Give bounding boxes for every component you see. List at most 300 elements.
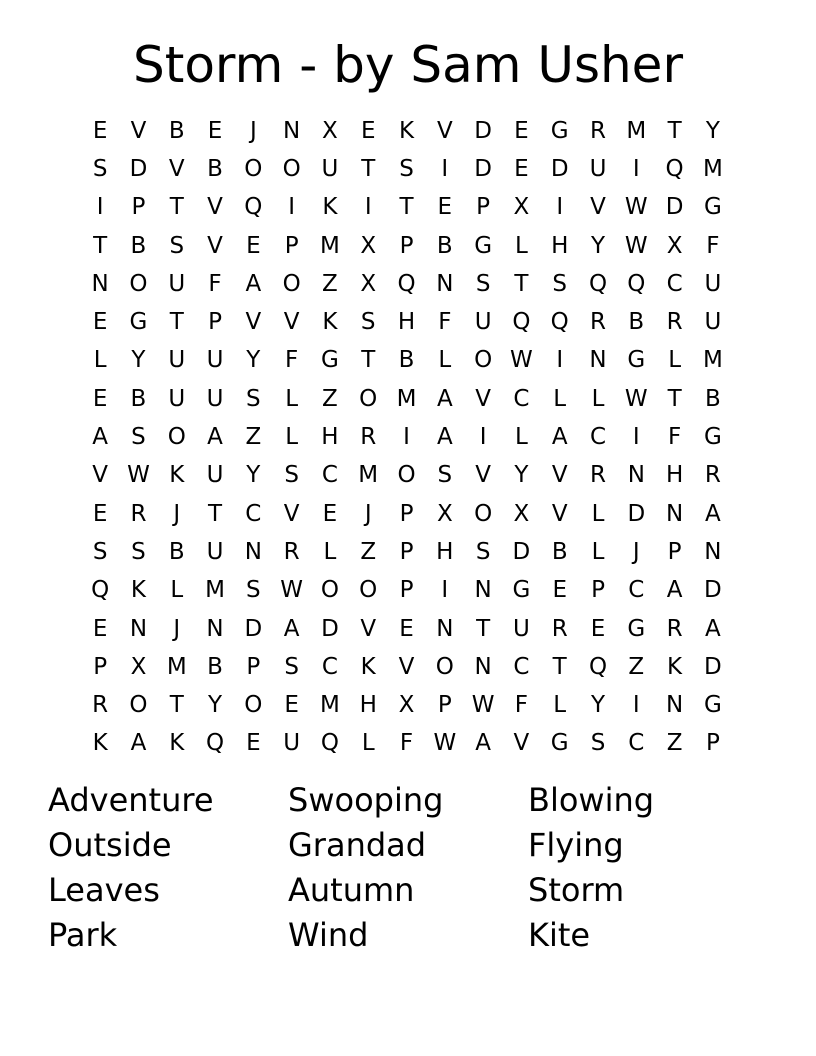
grid-letter: D bbox=[321, 615, 339, 642]
grid-letter: S bbox=[284, 653, 299, 680]
grid-letter: I bbox=[364, 194, 372, 221]
grid-letter: C bbox=[628, 730, 645, 757]
grid-letter: G bbox=[703, 424, 722, 451]
grid-letter: N bbox=[436, 615, 454, 642]
grid-letter: V bbox=[475, 462, 491, 489]
grid-letter: W bbox=[280, 577, 303, 604]
grid-letter: C bbox=[321, 653, 338, 680]
grid-letter: D bbox=[129, 155, 148, 182]
grid-letter: V bbox=[475, 385, 491, 412]
grid-letter: E bbox=[92, 117, 108, 144]
grid-letter: J bbox=[173, 615, 181, 642]
grid-letter: T bbox=[361, 155, 376, 182]
grid-letter: V bbox=[207, 232, 223, 259]
grid-letter: L bbox=[438, 347, 452, 374]
grid-letter: P bbox=[284, 232, 299, 259]
grid-letter: C bbox=[589, 424, 607, 451]
grid-letter: T bbox=[476, 615, 491, 642]
word-list-item: Outside bbox=[48, 826, 172, 864]
word-list-item: Blowing bbox=[528, 781, 655, 819]
grid-letter: O bbox=[474, 500, 493, 527]
grid-letter: M bbox=[626, 117, 647, 144]
grid-letter: F bbox=[514, 692, 529, 719]
grid-letter: X bbox=[513, 194, 530, 221]
grid-letter: E bbox=[246, 232, 261, 259]
grid-letter: E bbox=[92, 615, 108, 642]
grid-letter: Q bbox=[588, 270, 608, 297]
grid-letter: K bbox=[169, 462, 185, 489]
grid-letter: V bbox=[283, 500, 300, 527]
grid-letter: I bbox=[556, 347, 564, 374]
grid-letter: S bbox=[475, 270, 491, 297]
grid-letter: S bbox=[169, 232, 185, 259]
grid-letter: O bbox=[397, 462, 416, 489]
word-list-item: Swooping bbox=[288, 781, 444, 819]
grid-letter: E bbox=[207, 117, 223, 144]
grid-letter: N bbox=[474, 653, 492, 680]
grid-letter: C bbox=[245, 500, 262, 527]
grid-letter: U bbox=[206, 347, 224, 374]
word-list-item: Kite bbox=[528, 916, 591, 954]
grid-letter: R bbox=[92, 692, 109, 719]
grid-letter: O bbox=[129, 692, 148, 719]
grid-letter: C bbox=[666, 270, 683, 297]
grid-letter: U bbox=[704, 270, 722, 297]
grid-letter: K bbox=[360, 653, 376, 680]
grid-letter: Q bbox=[665, 155, 684, 182]
grid-letter: L bbox=[591, 500, 605, 527]
grid-letter: V bbox=[436, 117, 453, 144]
grid-letter: Q bbox=[627, 270, 646, 297]
grid-letter: Z bbox=[666, 730, 683, 757]
grid-letter: Z bbox=[360, 538, 377, 565]
grid-letter: O bbox=[244, 692, 263, 719]
grid-letter: U bbox=[321, 155, 339, 182]
grid-letter: U bbox=[704, 309, 722, 336]
grid-letter: D bbox=[704, 653, 722, 680]
grid-letter: T bbox=[667, 117, 682, 144]
grid-letter: I bbox=[288, 194, 296, 221]
word-list-item: Wind bbox=[288, 916, 369, 954]
grid-letter: U bbox=[206, 538, 224, 565]
grid-letter: S bbox=[92, 155, 108, 182]
grid-letter: L bbox=[591, 538, 605, 565]
grid-letter: E bbox=[92, 500, 108, 527]
grid-letter: P bbox=[399, 538, 414, 565]
grid-letter: R bbox=[551, 615, 568, 642]
grid-letter: E bbox=[399, 615, 414, 642]
grid-letter: N bbox=[704, 538, 722, 565]
grid-letter: X bbox=[666, 232, 683, 259]
grid-letter: A bbox=[92, 424, 109, 451]
grid-letter: L bbox=[93, 347, 107, 374]
word-list-item: Flying bbox=[528, 826, 624, 864]
grid-letter: J bbox=[249, 117, 257, 144]
grid-letter: P bbox=[476, 194, 491, 221]
grid-letter: E bbox=[514, 155, 529, 182]
grid-letter: V bbox=[551, 500, 568, 527]
grid-letter: M bbox=[166, 653, 187, 680]
grid-letter: U bbox=[206, 462, 224, 489]
grid-letter: B bbox=[628, 309, 645, 336]
grid-letter: N bbox=[244, 538, 262, 565]
grid-letter: S bbox=[590, 730, 606, 757]
grid-letter: E bbox=[437, 194, 453, 221]
grid-letter: V bbox=[245, 309, 262, 336]
grid-letter: T bbox=[514, 270, 529, 297]
grid-letter: C bbox=[321, 462, 338, 489]
grid-letter: T bbox=[399, 194, 414, 221]
grid-letter: S bbox=[246, 385, 261, 412]
grid-letter: A bbox=[705, 615, 721, 642]
grid-letter: P bbox=[437, 692, 452, 719]
grid-letter: A bbox=[436, 385, 453, 412]
grid-letter: U bbox=[168, 270, 186, 297]
grid-letter: W bbox=[510, 347, 533, 374]
grid-letter: R bbox=[283, 538, 300, 565]
grid-letter: A bbox=[436, 424, 453, 451]
grid-letter: B bbox=[398, 347, 415, 374]
grid-letter: P bbox=[131, 194, 146, 221]
grid-letter: Y bbox=[590, 232, 606, 259]
grid-letter: Y bbox=[590, 692, 606, 719]
grid-letter: M bbox=[320, 232, 340, 259]
grid-letter: U bbox=[283, 730, 301, 757]
grid-letter: D bbox=[704, 577, 722, 604]
grid-letter: E bbox=[360, 117, 376, 144]
grid-letter: R bbox=[130, 500, 147, 527]
grid-letter: D bbox=[474, 117, 492, 144]
grid-letter: O bbox=[244, 155, 263, 182]
grid-letter: Y bbox=[131, 347, 146, 374]
grid-letter: H bbox=[321, 424, 339, 451]
grid-letter: L bbox=[361, 730, 375, 757]
grid-letter: I bbox=[403, 424, 410, 451]
grid-letter: B bbox=[130, 385, 147, 412]
word-list-item: Autumn bbox=[288, 871, 415, 909]
grid-letter: N bbox=[91, 270, 109, 297]
grid-letter: E bbox=[92, 309, 108, 336]
grid-letter: Y bbox=[514, 462, 529, 489]
grid-letter: V bbox=[168, 155, 185, 182]
grid-letter: M bbox=[205, 577, 225, 604]
grid-letter: V bbox=[92, 462, 109, 489]
grid-letter: O bbox=[359, 577, 378, 604]
grid-letter: I bbox=[632, 424, 640, 451]
grid-letter: P bbox=[399, 577, 414, 604]
grid-letter: A bbox=[130, 730, 147, 757]
grid-letter: B bbox=[168, 538, 185, 565]
grid-letter: O bbox=[320, 577, 339, 604]
grid-letter: X bbox=[322, 117, 338, 144]
grid-letter: S bbox=[360, 309, 376, 336]
grid-letter: C bbox=[513, 385, 530, 412]
grid-letter: P bbox=[246, 653, 261, 680]
grid-letter: J bbox=[364, 500, 372, 527]
grid-letter: T bbox=[552, 653, 567, 680]
grid-letter: O bbox=[359, 385, 378, 412]
word-list bbox=[48, 778, 768, 958]
grid-letter: I bbox=[632, 155, 640, 182]
grid-letter: Q bbox=[320, 730, 339, 757]
grid-letter: M bbox=[320, 692, 340, 719]
grid-letter: R bbox=[360, 424, 377, 451]
grid-letter: L bbox=[515, 424, 528, 451]
grid-letter: D bbox=[474, 155, 492, 182]
grid-letter: N bbox=[627, 462, 645, 489]
grid-letter: G bbox=[129, 309, 148, 336]
grid-letter: Y bbox=[246, 347, 261, 374]
grid-letter: L bbox=[515, 232, 528, 259]
grid-letter: P bbox=[667, 538, 682, 565]
grid-letter: A bbox=[283, 615, 300, 642]
grid-letter: V bbox=[398, 653, 415, 680]
grid-letter: S bbox=[131, 538, 146, 565]
grid-letter: Q bbox=[512, 309, 531, 336]
grid-letter: R bbox=[590, 309, 606, 336]
grid-letter: C bbox=[513, 653, 530, 680]
grid-letter: A bbox=[245, 270, 262, 297]
grid-letter: G bbox=[627, 347, 646, 374]
grid-letter: Q bbox=[91, 577, 110, 604]
grid-letter: G bbox=[703, 194, 722, 221]
page-title: Storm - by Sam Usher bbox=[133, 36, 683, 94]
grid-letter: L bbox=[285, 424, 299, 451]
grid-letter: G bbox=[550, 730, 569, 757]
grid-letter: V bbox=[513, 730, 530, 757]
word-list-item: Storm bbox=[528, 871, 625, 909]
grid-letter: T bbox=[169, 309, 184, 336]
grid-letter: F bbox=[399, 730, 414, 757]
grid-letter: D bbox=[550, 155, 569, 182]
grid-letter: W bbox=[127, 462, 150, 489]
grid-letter: F bbox=[438, 309, 452, 336]
grid-letter: N bbox=[436, 270, 454, 297]
grid-letter: E bbox=[284, 692, 299, 719]
grid-letter: S bbox=[437, 462, 453, 489]
grid-letter: U bbox=[474, 309, 492, 336]
grid-letter: U bbox=[168, 347, 186, 374]
grid-letter: R bbox=[666, 615, 683, 642]
grid-letter: K bbox=[92, 730, 108, 757]
word-list-item: Grandad bbox=[288, 826, 427, 864]
grid-letter: T bbox=[361, 347, 376, 374]
grid-letter: X bbox=[513, 500, 530, 527]
grid-letter: R bbox=[666, 309, 683, 336]
grid-letter: U bbox=[206, 385, 224, 412]
grid-letter: I bbox=[632, 692, 640, 719]
grid-letter: P bbox=[705, 730, 720, 757]
grid-letter: B bbox=[207, 653, 223, 680]
grid-letter: V bbox=[283, 309, 300, 336]
grid-letter: R bbox=[704, 462, 721, 489]
grid-letter: T bbox=[208, 500, 223, 527]
grid-letter: I bbox=[441, 577, 449, 604]
grid-letter: A bbox=[475, 730, 491, 757]
grid-letter: P bbox=[591, 577, 605, 604]
grid-letter: L bbox=[323, 538, 337, 565]
grid-letter: B bbox=[130, 232, 147, 259]
grid-letter: E bbox=[514, 117, 529, 144]
grid-letter: Q bbox=[550, 309, 569, 336]
grid-letter: K bbox=[169, 730, 185, 757]
grid-letter: B bbox=[436, 232, 453, 259]
grid-letter: T bbox=[667, 385, 682, 412]
grid-letter: I bbox=[96, 194, 104, 221]
word-search-grid bbox=[81, 112, 732, 763]
grid-letter: W bbox=[624, 232, 648, 259]
grid-letter: S bbox=[399, 155, 414, 182]
grid-letter: G bbox=[474, 232, 493, 259]
grid-letter: M bbox=[358, 462, 379, 489]
grid-letter: N bbox=[129, 615, 148, 642]
grid-letter: C bbox=[628, 577, 645, 604]
grid-letter: H bbox=[359, 692, 377, 719]
grid-letter: T bbox=[169, 692, 184, 719]
grid-letter: X bbox=[436, 500, 453, 527]
grid-letter: L bbox=[668, 347, 682, 374]
grid-letter: H bbox=[397, 309, 416, 336]
grid-letter: S bbox=[284, 462, 299, 489]
grid-letter: S bbox=[552, 270, 568, 297]
grid-letter: T bbox=[169, 194, 184, 221]
grid-letter: I bbox=[479, 424, 487, 451]
grid-letter: N bbox=[665, 692, 684, 719]
grid-letter: K bbox=[398, 117, 415, 144]
grid-letter: V bbox=[551, 462, 568, 489]
grid-letter: S bbox=[246, 577, 261, 604]
grid-letter: E bbox=[590, 615, 606, 642]
grid-letter: Q bbox=[205, 730, 225, 757]
grid-letter: G bbox=[550, 117, 569, 144]
grid-letter: W bbox=[433, 730, 457, 757]
grid-letter: X bbox=[130, 653, 147, 680]
grid-letter: G bbox=[703, 692, 722, 719]
grid-letter: T bbox=[93, 232, 108, 259]
grid-letter: G bbox=[627, 615, 646, 642]
grid-letter: A bbox=[551, 424, 568, 451]
grid-letter: O bbox=[435, 653, 454, 680]
grid-letter: O bbox=[474, 347, 493, 374]
grid-letter: I bbox=[441, 155, 449, 182]
grid-letter: X bbox=[360, 270, 377, 297]
grid-letter: X bbox=[360, 232, 377, 259]
grid-letter: L bbox=[591, 385, 605, 412]
grid-letter: A bbox=[705, 500, 721, 527]
grid-letter: K bbox=[322, 194, 338, 221]
grid-letter: P bbox=[208, 309, 222, 336]
grid-letter: X bbox=[398, 692, 415, 719]
grid-letter: J bbox=[173, 500, 181, 527]
grid-letter: O bbox=[167, 424, 186, 451]
grid-letter: J bbox=[632, 538, 640, 565]
grid-letter: D bbox=[627, 500, 646, 527]
grid-letter: B bbox=[168, 117, 185, 144]
grid-letter: P bbox=[93, 653, 108, 680]
grid-letter: W bbox=[624, 194, 648, 221]
grid-letter: B bbox=[705, 385, 721, 412]
grid-letter: W bbox=[624, 385, 648, 412]
grid-letter: O bbox=[129, 270, 148, 297]
grid-letter: D bbox=[244, 615, 263, 642]
grid-letter: F bbox=[285, 347, 299, 374]
grid-letter: E bbox=[552, 577, 567, 604]
grid-letter: Z bbox=[245, 424, 262, 451]
grid-letter: K bbox=[322, 309, 338, 336]
word-list-item: Leaves bbox=[48, 871, 160, 909]
grid-letter: M bbox=[396, 385, 417, 412]
grid-letter: R bbox=[590, 117, 606, 144]
grid-letter: V bbox=[130, 117, 147, 144]
grid-letter: Q bbox=[588, 653, 608, 680]
grid-letter: A bbox=[666, 577, 683, 604]
grid-letter: P bbox=[399, 232, 414, 259]
grid-letter: O bbox=[282, 270, 301, 297]
grid-letter: V bbox=[590, 194, 606, 221]
grid-letter: Z bbox=[322, 385, 338, 412]
grid-letter: W bbox=[471, 692, 495, 719]
grid-letter: Q bbox=[397, 270, 416, 297]
grid-letter: L bbox=[285, 385, 299, 412]
grid-letter: G bbox=[512, 577, 531, 604]
grid-letter: R bbox=[590, 462, 606, 489]
grid-letter: A bbox=[207, 424, 223, 451]
grid-letter: U bbox=[589, 155, 607, 182]
grid-letter: H bbox=[665, 462, 684, 489]
grid-letter: E bbox=[322, 500, 338, 527]
grid-letter: M bbox=[702, 347, 723, 374]
grid-letter: L bbox=[170, 577, 184, 604]
grid-letter: N bbox=[665, 500, 684, 527]
grid-letter: F bbox=[208, 270, 222, 297]
grid-letter: H bbox=[551, 232, 569, 259]
grid-letter: I bbox=[556, 194, 564, 221]
grid-letter: E bbox=[92, 385, 108, 412]
grid-letter: L bbox=[553, 692, 567, 719]
grid-letter: B bbox=[551, 538, 568, 565]
grid-letter: U bbox=[168, 385, 186, 412]
grid-letter: D bbox=[512, 538, 531, 565]
grid-letter: E bbox=[246, 730, 261, 757]
grid-letter: S bbox=[131, 424, 146, 451]
grid-letter: V bbox=[360, 615, 377, 642]
grid-letter: V bbox=[207, 194, 223, 221]
grid-letter: Q bbox=[244, 194, 263, 221]
grid-letter: F bbox=[706, 232, 720, 259]
grid-letter: Y bbox=[246, 462, 261, 489]
grid-letter: D bbox=[665, 194, 684, 221]
grid-letter: N bbox=[206, 615, 224, 642]
grid-letter: U bbox=[512, 615, 530, 642]
word-list-item: Park bbox=[48, 916, 118, 954]
grid-letter: Z bbox=[628, 653, 645, 680]
grid-letter: K bbox=[667, 653, 683, 680]
grid-letter: S bbox=[92, 538, 108, 565]
grid-letter: Z bbox=[322, 270, 338, 297]
grid-letter: L bbox=[553, 385, 567, 412]
grid-letter: Y bbox=[705, 117, 720, 144]
grid-letter: P bbox=[399, 500, 414, 527]
grid-letter: M bbox=[702, 155, 723, 182]
grid-letter: F bbox=[667, 424, 682, 451]
word-list-item: Adventure bbox=[48, 781, 214, 819]
grid-letter: N bbox=[283, 117, 301, 144]
grid-letter: N bbox=[589, 347, 607, 374]
grid-letter: Y bbox=[208, 692, 223, 719]
grid-letter: H bbox=[436, 538, 454, 565]
grid-letter: B bbox=[207, 155, 223, 182]
grid-letter: S bbox=[475, 538, 491, 565]
